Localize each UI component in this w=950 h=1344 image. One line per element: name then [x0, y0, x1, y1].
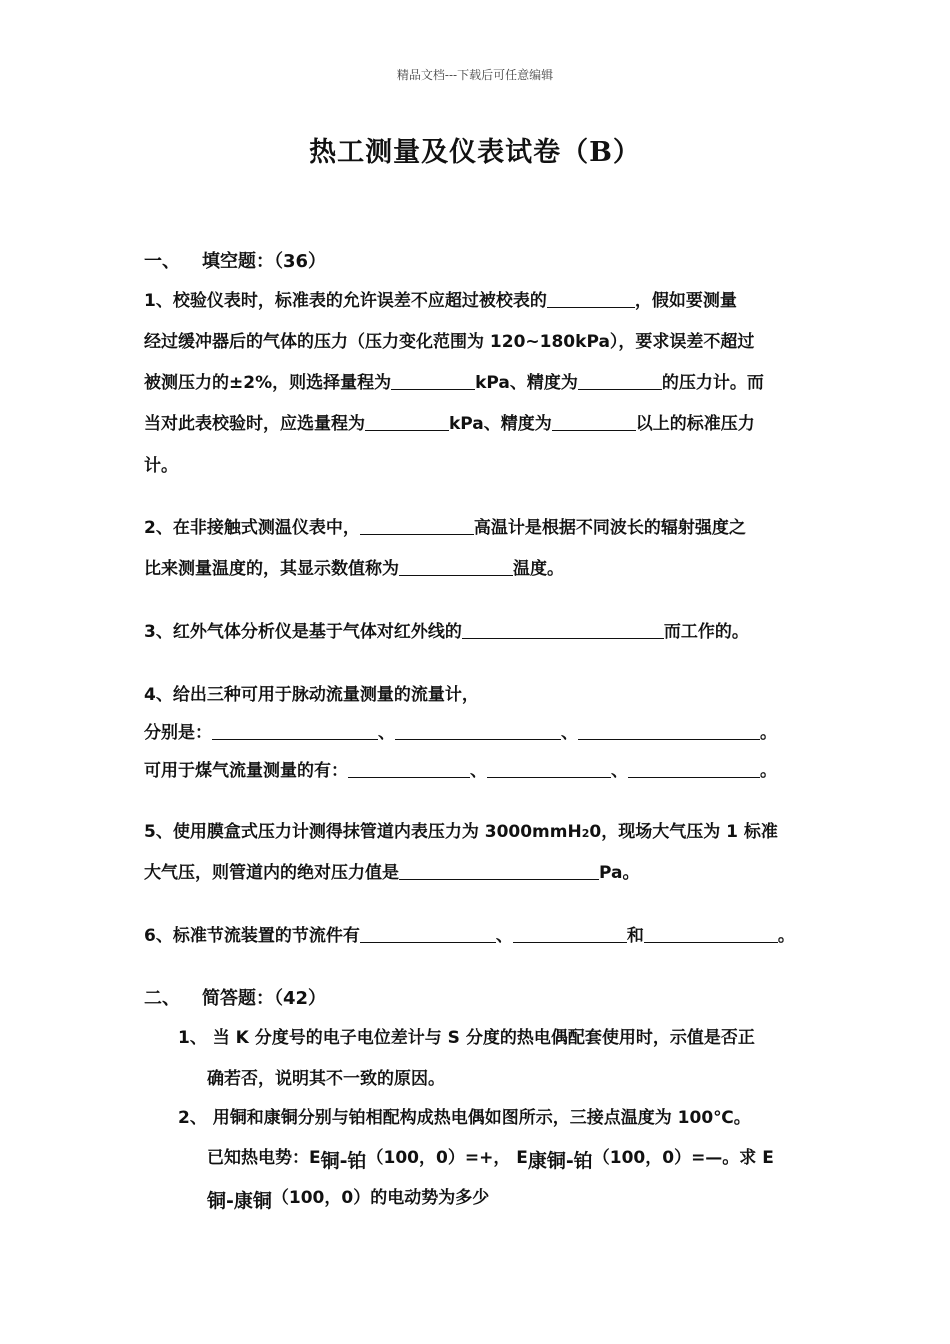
answer-blank[interactable]	[348, 761, 470, 778]
q2-line-1	[144, 516, 746, 540]
s2-q1-line-2	[207, 1067, 445, 1091]
s2-q2-text: 2、 用铜和康铜分别与铂相配构成热电偶如图所示，三接点温度为 100℃。	[178, 1108, 751, 1128]
q4-text: 、	[611, 761, 628, 781]
answer-blank[interactable]	[391, 373, 475, 390]
section-1-heading	[144, 250, 326, 274]
answer-blank[interactable]	[462, 622, 664, 639]
subscript: 2	[581, 827, 590, 840]
q5-text: Pa。	[599, 863, 640, 883]
q1-line-3	[144, 371, 764, 395]
q4-text: 。	[760, 761, 777, 781]
q1-line-1	[144, 289, 737, 313]
q1-text: 经过缓冲器后的气体的压力（压力变化范围为 120~180kPa），要求误差不超过	[144, 332, 755, 352]
q1-text: 计。	[144, 456, 178, 476]
q4-text: 可用于煤气流量测量的有：	[144, 761, 348, 781]
q4-line-2	[144, 721, 777, 745]
q4-text: 4、给出三种可用于脉动流量测量的流量计，	[144, 685, 479, 705]
s2-q1-text: 1、 当 K 分度号的电子电位差计与 S 分度的热电偶配套使用时，示值是否正	[178, 1028, 755, 1048]
s2-q2-text: 已知热电势：E	[207, 1148, 321, 1168]
q6-line-1	[144, 924, 795, 948]
q2-text: 比来测量温度的，其显示数值称为	[144, 559, 399, 579]
q1-text: 当对此表校验时，应选量程为	[144, 414, 365, 434]
q5-text: 0，现场大气压为 1 标准	[589, 822, 778, 842]
header-note: 精品文档---下载后可任意编辑	[396, 68, 554, 82]
s2-q2-text: （100，0）=+， E	[366, 1148, 528, 1168]
q1-text: 1、校验仪表时，标准表的允许误差不应超过被校表的	[144, 291, 547, 311]
answer-blank[interactable]	[399, 863, 599, 880]
q2-text: 2、在非接触式测温仪表中，	[144, 518, 360, 538]
q6-text: 、	[495, 926, 513, 946]
q2-text: 高温计是根据不同波长的辐射强度之	[473, 518, 746, 538]
section-2-title: 简答题：（42）	[202, 988, 327, 1009]
q2-text: 温度。	[513, 559, 564, 579]
q4-text: 、	[378, 723, 395, 743]
page-title: 热工测量及仪表试卷（B）	[309, 137, 641, 168]
q3-line-1	[144, 620, 749, 644]
answer-blank[interactable]	[360, 926, 496, 943]
answer-blank[interactable]	[212, 723, 378, 740]
q1-text: 被测压力的±2%，则选择量程为	[144, 373, 392, 393]
q4-text: 。	[760, 723, 777, 743]
answer-blank[interactable]	[360, 518, 474, 535]
section-2-heading	[144, 987, 326, 1011]
q4-text: 、	[470, 761, 487, 781]
answer-blank[interactable]	[395, 723, 561, 740]
q2-line-2	[144, 557, 564, 581]
q5-text: 大气压，则管道内的绝对压力值是	[144, 863, 399, 883]
answer-blank[interactable]	[628, 761, 760, 778]
q1-line-4	[144, 412, 755, 436]
answer-blank[interactable]	[487, 761, 611, 778]
answer-blank[interactable]	[399, 559, 513, 576]
answer-blank[interactable]	[644, 926, 778, 943]
q6-text: 。	[777, 926, 795, 946]
answer-blank[interactable]	[365, 414, 449, 431]
q6-text: 和	[626, 926, 644, 946]
subscript: 铜-康铜	[207, 1190, 272, 1212]
q6-text: 6、标准节流装置的节流件有	[144, 926, 360, 946]
s2-q2-line-2	[207, 1145, 774, 1170]
subscript: 康铜-铂	[527, 1150, 593, 1172]
q4-line-3	[144, 759, 777, 783]
s2-q2-text: （100，0）=—。求 E	[592, 1148, 774, 1168]
answer-blank[interactable]	[552, 414, 636, 431]
s2-q2-text: （100，0）的电动势为多少	[271, 1188, 490, 1208]
q1-line-5	[144, 454, 178, 478]
s2-q1-text: 确若否，说明其不一致的原因。	[207, 1069, 445, 1089]
q1-line-2	[144, 330, 754, 354]
q5-line-1	[144, 820, 778, 846]
section-1-title: 填空题：（36）	[202, 251, 327, 272]
q1-text: kPa、精度为	[475, 373, 578, 393]
s2-q1-line-1	[178, 1026, 755, 1050]
q5-text: 5、使用膜盒式压力计测得抹管道内表压力为 3000mmH	[144, 822, 582, 842]
s2-q2-line-1	[178, 1106, 751, 1130]
q3-text: 3、红外气体分析仪是基于气体对红外线的	[144, 622, 462, 642]
q5-line-2	[144, 861, 639, 885]
answer-blank[interactable]	[513, 926, 627, 943]
q1-text: 以上的标准压力	[635, 414, 755, 434]
q4-text: 、	[561, 723, 578, 743]
q4-text: 分别是：	[144, 723, 212, 743]
q4-line-1	[144, 683, 479, 707]
q3-text: 而工作的。	[663, 622, 749, 642]
answer-blank[interactable]	[578, 373, 662, 390]
q1-text: 的压力计。而	[661, 373, 764, 393]
section-2-number: 二、	[144, 988, 180, 1009]
q1-text: kPa、精度为	[449, 414, 552, 434]
subscript: 铜-铂	[320, 1150, 367, 1172]
answer-blank[interactable]	[547, 291, 635, 308]
answer-blank[interactable]	[578, 723, 760, 740]
section-1-number: 一、	[144, 251, 180, 272]
q1-text: ，假如要测量	[634, 291, 737, 311]
s2-q2-line-3	[207, 1185, 489, 1210]
